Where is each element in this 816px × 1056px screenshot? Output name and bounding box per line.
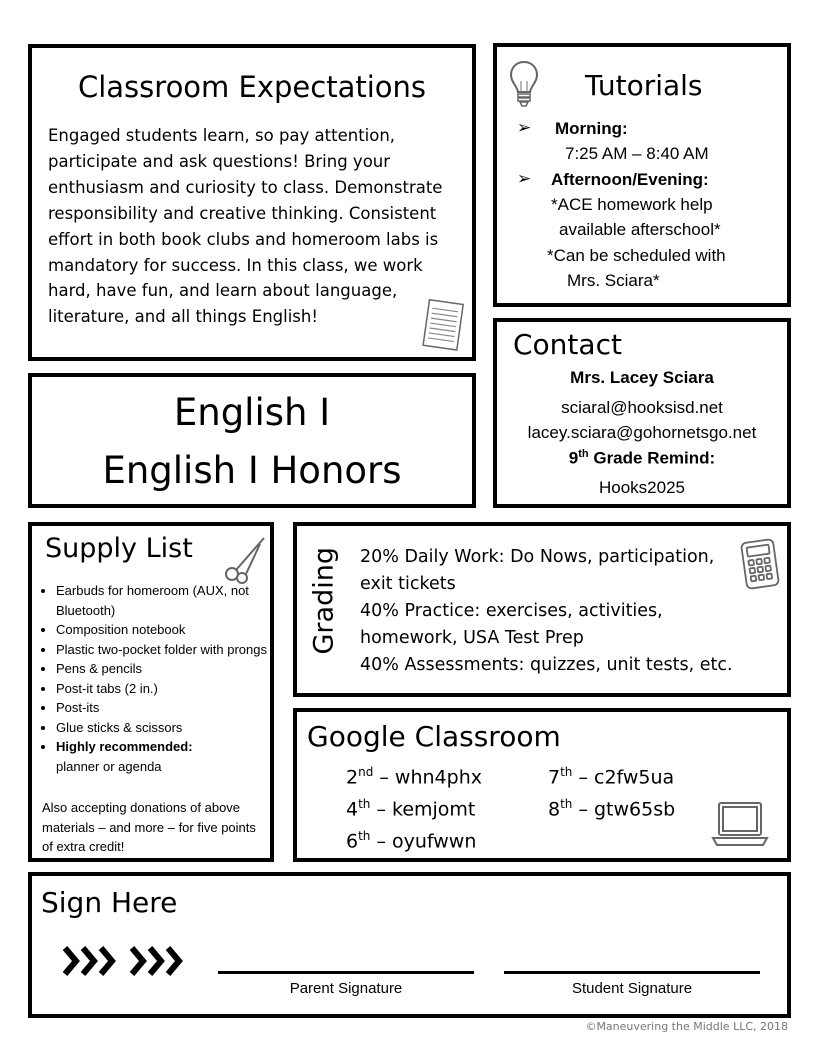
course-title-panel (28, 373, 476, 508)
tutorial-note: available afterschool* (559, 220, 721, 239)
scissors-icon (220, 534, 270, 584)
period-suffix: th (358, 797, 371, 811)
bullet-arrow-icon: ➢ (517, 118, 532, 137)
student-signature-label: Student Signature (571, 980, 693, 997)
morning-label: Morning: (555, 119, 628, 138)
supply-item: • Pens & pencils (56, 659, 271, 679)
period-number: 4 (346, 798, 359, 821)
tutorial-note: *Can be scheduled with (547, 246, 726, 265)
period-suffix: nd (358, 765, 374, 779)
code-value: whn4phx (394, 766, 482, 789)
parent-signature-label: Parent Signature (289, 980, 403, 997)
teacher-name: Mrs. Lacey Sciara (570, 368, 714, 387)
grading-breakdown (360, 544, 750, 679)
supply-item: • Composition notebook (56, 620, 271, 640)
grading-line: 40% Practice: exercises, activities, homework, USA Test Prep (360, 601, 663, 648)
sign-here-panel (28, 872, 791, 1018)
period-number: 8 (548, 798, 561, 821)
morning-time: 7:25 AM – 8:40 AM (565, 144, 709, 163)
class-code (548, 797, 675, 820)
donation-note: Also accepting donations of above materials – and more – for five points of extra credit! (42, 800, 256, 854)
supply-items (42, 581, 271, 776)
class-code (346, 829, 476, 852)
code-dash: – (572, 798, 594, 821)
copyright-notice: ©Maneuvering the Middle LLC, 2018 (585, 1020, 788, 1033)
supply-item: • Post-its (56, 698, 271, 718)
grading-line: 20% Daily Work: Do Nows, participation, exit tickets (360, 547, 715, 594)
code-value: c2fw5ua (594, 766, 675, 789)
remind-label-text: Grade Remind: (588, 448, 716, 468)
supply-item (56, 737, 271, 776)
course-title: English I (173, 391, 331, 434)
period-suffix: th (560, 797, 573, 811)
notepad-icon (420, 298, 468, 354)
code-dash: – (370, 798, 392, 821)
supply-item: • Post-it tabs (2 in.) (56, 679, 271, 699)
grading-panel (293, 522, 791, 697)
remind-label (497, 448, 787, 469)
remind-code: Hooks2025 (598, 478, 685, 497)
google-classroom-panel (293, 708, 791, 862)
period-suffix: th (358, 829, 371, 843)
period-number: 6 (346, 830, 359, 853)
tutorial-note: Mrs. Sciara* (567, 271, 660, 290)
sign-here-title: Sign Here (41, 886, 178, 919)
parent-signature-line[interactable] (218, 971, 474, 974)
course-title-honors: English I Honors (102, 449, 402, 492)
tutorial-note: *ACE homework help (551, 195, 713, 214)
supply-title: Supply List (45, 533, 193, 564)
code-dash: – (572, 766, 594, 789)
supply-item: • Plastic two-pocket folder with prongs (56, 640, 271, 660)
period-number: 7 (548, 766, 561, 789)
supply-item: • Earbuds for homeroom (AUX, not Bluetooth) (56, 581, 271, 620)
code-value: oyufwwn (392, 830, 477, 853)
period-number: 2 (346, 766, 359, 789)
remind-grade-number: 9 (568, 448, 579, 468)
grading-label: Grading (308, 547, 340, 655)
expectations-title: Classroom Expectations (77, 70, 426, 104)
highly-recommended-text: planner or agenda (56, 758, 162, 774)
google-classroom-title: Google Classroom (307, 720, 561, 753)
tutorials-panel (493, 43, 791, 307)
highly-recommended-label: Highly recommended: (56, 739, 193, 754)
class-code (346, 765, 482, 788)
grading-line: 40% Assessments: quizzes, unit tests, etc. (360, 655, 733, 675)
expectations-panel (28, 44, 476, 361)
laptop-icon (709, 800, 771, 848)
code-dash: – (373, 766, 395, 789)
class-code (346, 797, 475, 820)
period-suffix: th (560, 765, 573, 779)
expectations-body: Engaged students learn, so pay attention, participate and ask questions! Bring your enthusiasm and curiosity to class. Demonstrate responsibility and creative thinking. Consistent effort in both book clubs and homeroom labs is mandatory for success. In this class, we work hard, have fun, and learn about language, literature, and all things English! (48, 126, 443, 327)
contact-title: Contact (513, 328, 622, 361)
student-signature-line[interactable] (504, 971, 760, 974)
calculator-icon (740, 538, 780, 590)
tutorials-title: Tutorials (585, 69, 703, 102)
supply-item: • Glue sticks & scissors (56, 718, 271, 738)
bullet-arrow-icon: ➢ (517, 169, 532, 188)
chevrons-icon (62, 944, 186, 978)
contact-panel (493, 318, 791, 508)
remind-grade-suffix: th (578, 448, 589, 460)
lightbulb-icon (509, 59, 539, 109)
email-link[interactable]: lacey.sciara@gohornetsgo.net (527, 423, 757, 442)
code-dash: – (370, 830, 392, 853)
class-code (548, 765, 674, 788)
email-link[interactable]: sciaral@hooksisd.net (561, 398, 723, 417)
code-value: gtw65sb (594, 798, 676, 821)
supply-list-panel (28, 522, 274, 862)
code-value: kemjomt (392, 798, 476, 821)
afternoon-label: Afternoon/Evening: (551, 170, 709, 189)
